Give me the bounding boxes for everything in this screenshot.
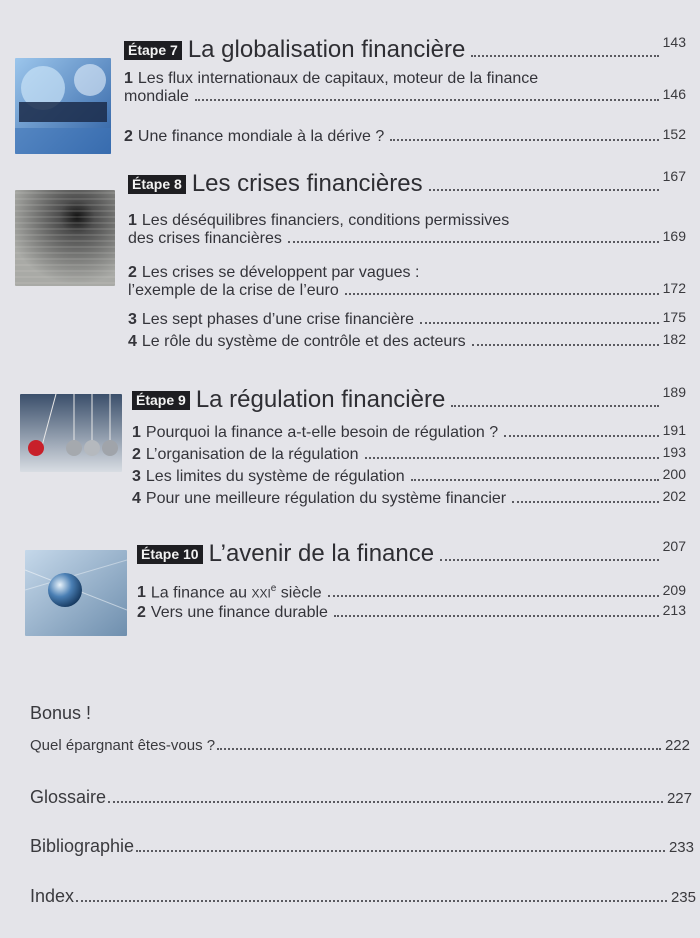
- step-9-page: 189: [662, 384, 686, 400]
- step-8-title: Les crises financières: [191, 170, 423, 197]
- bonus-heading: Bonus !: [30, 703, 92, 723]
- step-8-item-2[interactable]: [128, 264, 686, 300]
- step-8-item-4[interactable]: [128, 333, 686, 351]
- step-10-title: L’avenir de la finance: [208, 540, 435, 567]
- step-7-badge: Étape 7: [124, 41, 182, 60]
- item-title-line1: Les déséquilibres financiers, conditions permissives: [141, 212, 510, 229]
- step-7-title: La globalisation financière: [187, 36, 466, 63]
- leader-dots: [504, 435, 659, 437]
- item-number: 1: [137, 584, 146, 602]
- leader-dots: [411, 479, 659, 481]
- item-number: 1: [124, 70, 133, 87]
- globalisation-thumbnail: [15, 58, 111, 154]
- leader-dots: [472, 344, 659, 346]
- item-page: 146: [662, 86, 686, 102]
- step-8-heading[interactable]: [128, 170, 686, 198]
- item-page: 152: [662, 126, 686, 142]
- leader-dots: [334, 615, 659, 617]
- step-9-item-1[interactable]: [132, 424, 686, 442]
- step-8-item-3[interactable]: [128, 311, 686, 329]
- leader-dots: [195, 99, 659, 101]
- leader-dots: [136, 850, 665, 852]
- leader-dots: [328, 595, 659, 597]
- step-9-title: La régulation financière: [195, 386, 446, 413]
- item-title: Pourquoi la finance a-t-elle besoin de régulation ?: [145, 424, 499, 441]
- item-page: 191: [662, 422, 686, 438]
- item-title: Pour une meilleure régulation du système financier: [145, 490, 507, 507]
- item-number: 2: [128, 264, 137, 281]
- entry-title: Quel épargnant êtes-vous ?: [30, 737, 216, 754]
- step-9-item-2[interactable]: [132, 446, 686, 464]
- item-page: 169: [662, 228, 686, 244]
- leader-dots: [429, 189, 659, 191]
- bibliography-entry[interactable]: [30, 836, 694, 857]
- item-page: 172: [662, 280, 686, 296]
- leader-dots: [451, 405, 658, 407]
- item-number: 2: [137, 604, 146, 621]
- crises-thumbnail: [15, 190, 115, 286]
- bonus-quiz-entry[interactable]: [30, 737, 690, 755]
- item-page: 209: [662, 582, 686, 599]
- item-title-line1: Les flux internationaux de capitaux, moteur de la finance: [137, 70, 539, 87]
- leader-dots: [420, 322, 659, 324]
- item-page: 213: [662, 602, 686, 618]
- item-title: Les sept phases d’une crise financière: [141, 311, 415, 328]
- item-title: L’organisation de la régulation: [145, 446, 359, 463]
- step-7-item-1[interactable]: [124, 70, 686, 106]
- step-10-page: 207: [662, 538, 686, 554]
- item-title: Une finance mondiale à la dérive ?: [137, 128, 385, 145]
- step-7-heading[interactable]: [124, 36, 686, 64]
- step-9-heading[interactable]: [132, 386, 686, 414]
- entry-page: 233: [668, 839, 694, 856]
- step-9-item-3[interactable]: [132, 468, 686, 486]
- leader-dots: [217, 748, 661, 750]
- leader-dots: [471, 55, 658, 57]
- leader-dots: [76, 900, 667, 902]
- item-title: Les limites du système de régulation: [145, 468, 405, 485]
- item-page: 175: [662, 309, 686, 325]
- item-title: Le rôle du système de contrôle et des acteurs: [141, 333, 466, 350]
- entry-page: 235: [670, 889, 696, 906]
- item-number: 2: [124, 128, 133, 145]
- item-number: 3: [128, 311, 137, 328]
- item-number: 2: [132, 446, 141, 463]
- item-title-line1: Les crises se développent par vagues :: [141, 264, 420, 281]
- item-number: 1: [132, 424, 141, 441]
- step-10-item-1[interactable]: [137, 583, 686, 602]
- step-7-page: 143: [662, 34, 686, 50]
- glossary-entry[interactable]: [30, 787, 692, 808]
- item-number: 4: [128, 333, 137, 350]
- step-7-item-2[interactable]: [124, 128, 686, 146]
- item-page: 200: [662, 466, 686, 482]
- entry-page: 227: [666, 790, 692, 807]
- item-title: Vers une finance durable: [150, 604, 328, 621]
- item-title-line2: l’exemple de la crise de l’euro: [128, 282, 339, 299]
- item-title-line2: des crises financières: [128, 230, 282, 247]
- item-page: 182: [662, 331, 686, 347]
- item-number: 4: [132, 490, 141, 507]
- leader-dots: [512, 501, 659, 503]
- step-8-page: 167: [662, 168, 686, 184]
- leader-dots: [440, 559, 659, 561]
- step-10-heading[interactable]: [137, 540, 686, 568]
- leader-dots: [288, 241, 659, 243]
- step-9-item-4[interactable]: [132, 490, 686, 508]
- entry-page: 222: [664, 737, 690, 754]
- entry-title: Index: [30, 886, 75, 906]
- step-9-badge: Étape 9: [132, 391, 190, 410]
- step-8-badge: Étape 8: [128, 175, 186, 194]
- future-finance-thumbnail: [25, 550, 127, 636]
- step-10-item-2[interactable]: [137, 604, 686, 622]
- step-8-item-1[interactable]: [128, 212, 686, 248]
- item-page: 202: [662, 488, 686, 504]
- item-number: 3: [132, 468, 141, 485]
- entry-title: Bibliographie: [30, 836, 135, 856]
- index-entry[interactable]: [30, 886, 696, 907]
- regulation-thumbnail: [20, 394, 122, 472]
- leader-dots: [345, 293, 659, 295]
- leader-dots: [365, 457, 659, 459]
- item-title-line2: mondiale: [124, 88, 189, 105]
- item-title: La finance au XXIe siècle: [150, 583, 322, 602]
- step-10-badge: Étape 10: [137, 545, 203, 564]
- entry-title: Glossaire: [30, 787, 107, 807]
- item-page: 193: [662, 444, 686, 460]
- item-number: 1: [128, 212, 137, 229]
- leader-dots: [390, 139, 658, 141]
- leader-dots: [108, 801, 663, 803]
